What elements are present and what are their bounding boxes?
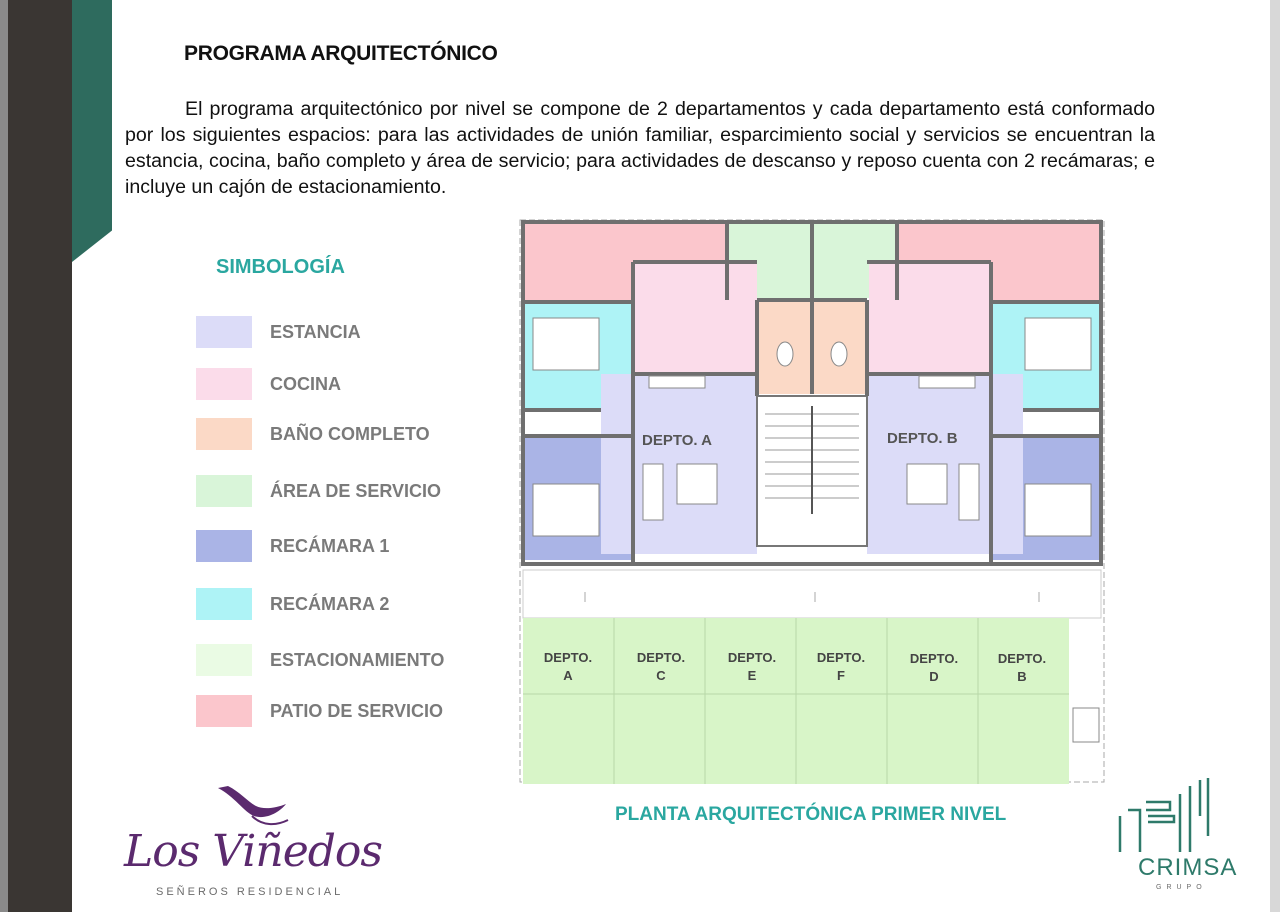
right-edge-strip [1270,0,1280,912]
patio-servicio-a [523,222,633,300]
floor-plan [517,214,1107,786]
legend-item-patio-de-servicio [196,694,443,728]
legend-title: SIMBOLOGÍA [216,256,345,278]
crimsa-subtitle: GRUPO [1156,884,1207,891]
parking-label-line2: B [1017,669,1027,684]
parking-label-line1: DEPTO. [727,650,777,665]
legend-label: COCINA [270,373,341,394]
parking-gate [1073,708,1099,742]
parking-label-line2: C [656,668,666,683]
legend-label: ESTACIONAMIENTO [270,649,445,670]
legend-item-area-de-servicio [196,474,441,508]
parking-label-line2: E [747,668,757,683]
crimsa-logo [1110,776,1238,902]
section-heading: PROGRAMA ARQUITECTÓNICO [184,42,498,65]
cocina-b [869,262,991,374]
legend-swatch [196,530,252,562]
legend-label: RECÁMARA 1 [270,535,390,556]
legend-label: BAÑO COMPLETO [270,423,430,444]
legend-label: RECÁMARA 2 [270,593,390,614]
legend-swatch [196,418,252,450]
legend-swatch [196,475,252,507]
plan-caption: PLANTA ARQUITECTÓNICA PRIMER NIVEL [615,804,1007,825]
cocina-a [635,262,757,374]
crimsa-mark-icon [1114,776,1224,856]
left-decorative-band [0,0,72,912]
vine-leaf-icon [214,782,294,830]
depto-b-label: DEPTO. B [887,430,958,447]
legend-item-recamara-2 [196,587,389,621]
parking-label-line1: DEPTO. [636,650,686,665]
legend-label: ÁREA DE SERVICIO [270,480,442,501]
parking-label-line1: DEPTO. [909,651,959,666]
parking-label-line1: DEPTO. [997,651,1047,666]
program-paragraph: El programa arquitectónico por nivel se compone de 2 departamentos y cada departamento está conformado por los siguientes espacios: para las actividades de unión familiar, esparcimiento social y servicios se encuentran la estancia, cocina, baño completo y área de servicio; para actividades de descanso y reposo cuenta con 2 recámaras; e incluye un cajón de estacionamiento. [125,98,1155,198]
legend-item-estacionamiento [196,643,444,677]
crimsa-name: CRIMSA [1138,854,1238,881]
legend-swatch [196,316,252,348]
los-vinedos-logo [118,782,388,904]
parking-label-line2: F [837,668,845,683]
legend-label: ESTANCIA [270,321,361,342]
left-edge-strip [0,0,8,912]
legend-item-bano-completo [196,417,430,451]
legend-item-recamara-1 [196,529,389,563]
patio-servicio-b-2 [897,222,991,262]
legend-label: PATIO DE SERVICIO [270,700,444,721]
patio-servicio-a-2 [633,222,727,262]
legend-item-estancia [196,315,361,349]
legend-swatch [196,644,252,676]
teal-corner-tab [72,0,112,262]
depto-a-label: DEPTO. A [642,432,713,449]
legend-swatch [196,368,252,400]
parking-label-line2: D [929,669,939,684]
driveway [523,570,1101,618]
parking-label-line1: DEPTO. [816,650,866,665]
legend-swatch [196,695,252,727]
parking-label-line1: DEPTO. [543,650,593,665]
patio-servicio-b [991,222,1101,300]
logo-name: Los Viñedos [124,826,382,877]
parking-label-line2: A [563,668,573,683]
logo-subtitle: SEÑEROS RESIDENCIAL [156,886,344,898]
legend-item-cocina [196,367,341,401]
legend-swatch [196,588,252,620]
